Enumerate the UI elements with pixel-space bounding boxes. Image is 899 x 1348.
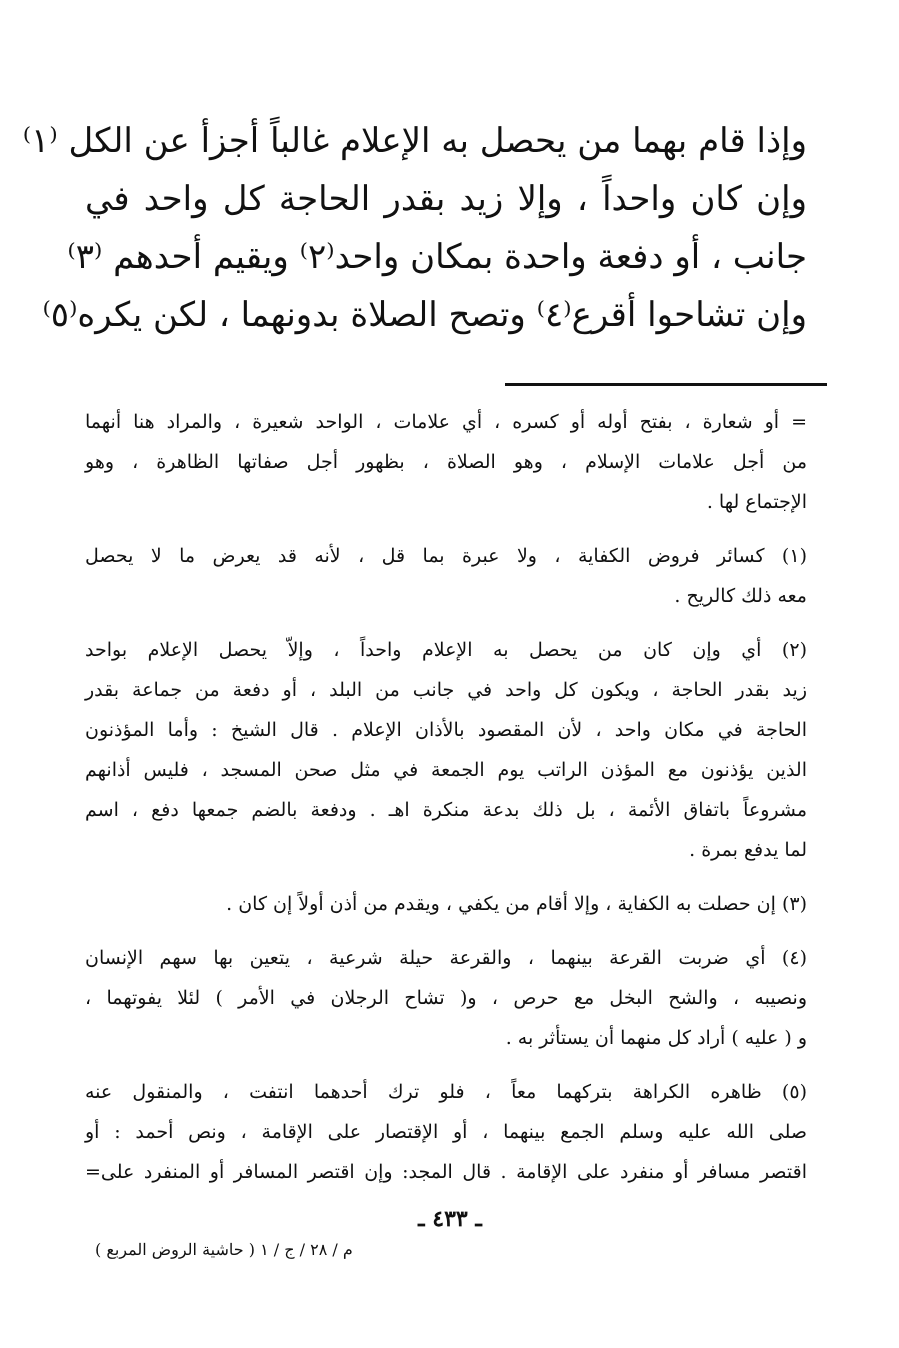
footnote-4 — [85, 938, 807, 1058]
footnote-1 — [85, 536, 807, 616]
footnote-separator — [505, 383, 827, 386]
footnote-line: الذين يؤذنون مع المؤذن الراتب يوم الجمعة في مثل صحن المسجد ، فليس أذانهم — [85, 759, 807, 781]
main-text-line-3: جانب ، أو دفعة واحدة بمكان واحد⁽٢⁾ ويقيم أحدهم ⁽٣⁾ — [67, 237, 807, 277]
footnote-line: من أجل علامات الإسلام ، وهو الصلاة ، بظهور أجل صفاتها الظاهرة ، وهو — [85, 451, 807, 473]
main-text-line-2: وإن كان واحداً ، وإلا زيد بقدر الحاجة كل واحد في — [85, 179, 807, 219]
footnote-line: الإجتماع لها . — [706, 491, 807, 513]
footnotes — [85, 402, 807, 1206]
footnote-5 — [85, 1072, 807, 1192]
footnote-2 — [85, 630, 807, 870]
footnote-line: (٣) إن حصلت به الكفاية ، وإلا أقام من يكفي ، ويقدم من أذن أولاً إن كان . — [226, 893, 807, 915]
footnote-line: = أو شعارة ، بفتح أوله أو كسره ، أي علامات ، الواحد شعيرة ، والمراد هنا أنهما — [85, 411, 807, 433]
footnote-line: لما يدفع بمرة . — [689, 839, 807, 861]
footnote-continued — [85, 402, 807, 522]
page-number: ـ ٤٣٣ ـ — [418, 1206, 482, 1232]
footnote-line: و ( عليه ) أراد كل منهما أن يستأثر به . — [505, 1027, 807, 1049]
footnote-line: (٥) ظاهره الكراهة بتركهما معاً ، فلو ترك أحدهما انتفت ، والمنقول عنه — [85, 1081, 807, 1103]
footnote-line: مشروعاً باتفاق الأئمة ، بل ذلك بدعة منكرة اهـ . ودفعة بالضم جمعها دفع ، اسم — [85, 799, 807, 821]
footnote-line: ونصيبه ، والشح البخل مع حرص ، و( تشاح الرجلان في الأمر ) لئلا يفوتهما ، — [85, 987, 807, 1009]
footnote-line: (١) كسائر فروض الكفاية ، ولا عبرة بما قل ، لأنه قد يعرض ما لا يحصل — [85, 545, 807, 567]
footnote-line: (٢) أي وإن كان من يحصل به الإعلام واحداً ، وإلاّ يحصل الإعلام بواحد — [85, 639, 807, 661]
main-text — [22, 112, 807, 344]
footnote-line: الحاجة في مكان واحد ، لأن المقصود بالأذان الإعلام . قال الشيخ : وأما المؤذنون — [85, 719, 807, 741]
footnote-line: اقتصر مسافر أو منفرد على الإقامة . قال المجد: وإن اقتصر المسافر أو المنفرد على= — [85, 1161, 807, 1183]
main-text-line-1: وإذا قام بهما من يحصل به الإعلام غالباً أجزأ عن الكل ⁽١⁾ — [22, 121, 807, 161]
main-text-line-4: وإن تشاحوا أقرع⁽٤⁾ وتصح الصلاة بدونهما ، لكن يكره⁽٥⁾ — [42, 295, 807, 335]
footnote-3 — [85, 884, 807, 924]
footnote-line: (٤) أي ضربت القرعة بينهما ، والقرعة حيلة شرعية ، يتعين بها سهم الإنسان — [85, 947, 807, 969]
printer-signature: م / ٢٨ / ج / ١ ( حاشية الروض المربع ) — [95, 1240, 353, 1259]
footnote-line: زيد بقدر الحاجة ، ويكون كل واحد في جانب من البلد ، أو دفعة من جماعة بقدر — [85, 679, 807, 701]
footnote-line: معه ذلك كالريح . — [674, 585, 807, 607]
footnote-line: صلى الله عليه وسلم الجمع بينهما ، أو الإقتصار على الإقامة ، ونص أحمد : أو — [85, 1121, 807, 1143]
